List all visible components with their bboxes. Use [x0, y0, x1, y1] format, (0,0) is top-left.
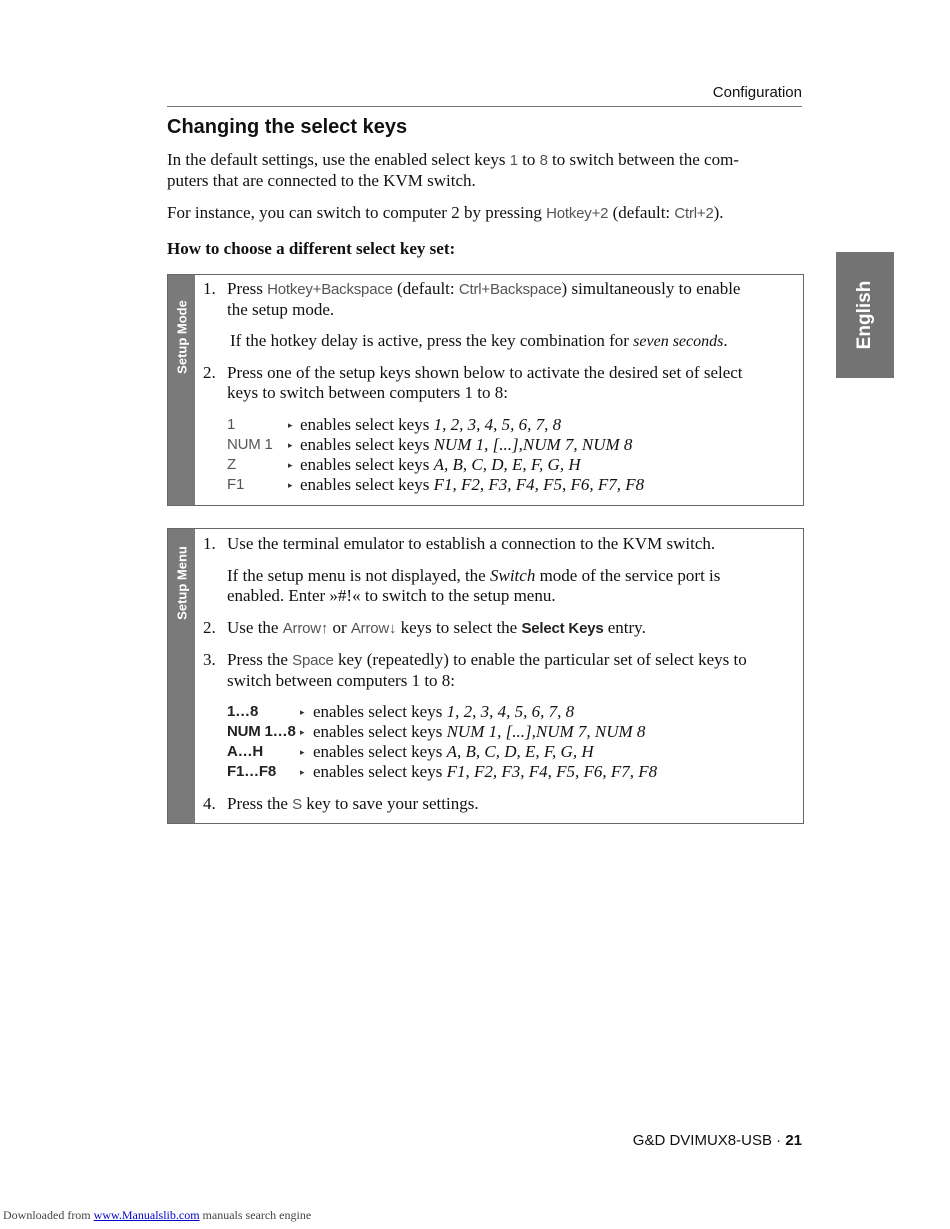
key-list: 1, 2, 3, 4, 5, 6, 7, 8 [433, 415, 562, 434]
key-list: 1, 2, 3, 4, 5, 6, 7, 8 [446, 702, 575, 721]
key-list: A, B, C, D, E, F, G, H [446, 742, 594, 761]
step-number: 4. [203, 794, 216, 813]
text: In the default settings, use the enabled select keys [167, 150, 510, 169]
intro-paragraph-1 [167, 150, 807, 191]
key-list: NUM 1, [...],NUM 7, NUM 8 [433, 435, 633, 454]
setup-mode-step-1 [203, 279, 798, 320]
triangle-bullet-icon: ▸ [288, 460, 293, 470]
setup-menu-note [227, 566, 797, 606]
intro-paragraph-2 [167, 203, 807, 224]
download-notice [3, 1208, 311, 1223]
text: Press the [227, 650, 293, 669]
text: ) simultaneously to enable [561, 279, 741, 298]
setup-menu-box [167, 528, 804, 824]
product-name: G&D DVIMUX8-USB · [632, 1132, 786, 1149]
header-divider [167, 106, 802, 107]
text: to switch between the com- [547, 150, 739, 169]
text: Use the terminal emulator to establish a connection to the KVM switch. [227, 534, 716, 553]
step-number: 2. [203, 363, 216, 382]
key-label: NUM 1…8 [227, 723, 296, 740]
setup-menu-step-3 [203, 650, 798, 691]
key-list: NUM 1, [...],NUM 7, NUM 8 [446, 722, 646, 741]
key-label: Hotkey+Backspace [267, 281, 393, 298]
setup-menu-step-2 [203, 618, 798, 639]
text: the setup mode. [227, 300, 335, 319]
text: enables select keys [313, 702, 447, 721]
key-label: F1…F8 [227, 763, 277, 780]
triangle-bullet-icon: ▸ [288, 420, 293, 430]
key-label: 8 [539, 152, 548, 169]
text: (default: [608, 203, 675, 222]
key-list: F1, F2, F3, F4, F5, F6, F7, F8 [446, 762, 658, 781]
page-number: 21 [785, 1132, 802, 1149]
setup-menu-label: Setup Menu [174, 546, 189, 620]
text: Press one of the setup keys shown below to activate the desired set of select [227, 363, 743, 382]
manualslib-link[interactable]: www.Manualslib.com [93, 1208, 200, 1222]
key-label: Space [292, 652, 334, 669]
triangle-bullet-icon: ▸ [300, 767, 305, 777]
key-label: Select Keys [521, 620, 604, 637]
text: or [328, 618, 351, 637]
key-label: NUM 1 [227, 436, 273, 453]
step-number: 1. [203, 534, 216, 553]
text: enables select keys [300, 415, 434, 434]
text: enables select keys [313, 742, 447, 761]
text: If the hotkey delay is active, press the key combination for [230, 331, 634, 350]
setup-mode-box [167, 274, 804, 506]
key-list: F1, F2, F3, F4, F5, F6, F7, F8 [433, 475, 645, 494]
key-label: 1 [227, 416, 236, 433]
text: enabled. Enter »#!« to switch to the setup menu. [227, 586, 556, 605]
triangle-bullet-icon: ▸ [288, 440, 293, 450]
triangle-bullet-icon: ▸ [288, 480, 293, 490]
step-number: 2. [203, 618, 216, 637]
text: If the setup menu is not displayed, the [227, 566, 490, 585]
text: keys to select the [396, 618, 522, 637]
setup-mode-sidebar [168, 275, 195, 505]
setup-menu-step-4 [203, 794, 798, 815]
key-label: S [292, 796, 302, 813]
page-footer [633, 1132, 802, 1149]
setup-mode-step-2 [203, 363, 798, 403]
text: Press [227, 279, 268, 298]
setup-mode-note [230, 331, 825, 352]
text: enables select keys [313, 762, 447, 781]
text: mode of the service port is [535, 566, 721, 585]
key-label: A…H [227, 743, 264, 760]
text: enables select keys [300, 455, 434, 474]
step-number: 3. [203, 650, 216, 669]
text: Use the [227, 618, 283, 637]
triangle-bullet-icon: ▸ [300, 707, 305, 717]
key-label: Ctrl+2 [674, 205, 714, 222]
text: to [517, 150, 540, 169]
language-tab-label: English [854, 280, 875, 350]
setup-menu-step-1 [203, 534, 798, 554]
text: (default: [392, 279, 459, 298]
text: Press the [227, 794, 293, 813]
running-header: Configuration [712, 84, 802, 101]
page-title: Changing the select keys [167, 116, 408, 138]
text: key (repeatedly) to enable the particular set of select keys to [333, 650, 747, 669]
text: enables select keys [300, 475, 434, 494]
text: For instance, you can switch to computer 2 by pressing [167, 203, 547, 222]
key-label: Z [227, 456, 236, 473]
step-number: 1. [203, 279, 216, 298]
key-label: F1 [227, 476, 245, 493]
text: keys to switch between computers 1 to 8: [227, 383, 508, 402]
key-label: 1 [509, 152, 518, 169]
text: switch between computers 1 to 8: [227, 671, 456, 690]
key-label: Ctrl+Backspace [458, 281, 562, 298]
key-list: A, B, C, D, E, F, G, H [433, 455, 581, 474]
text: manuals search engine [199, 1208, 312, 1222]
setup-menu-sidebar [168, 529, 195, 823]
key-label: Arrow↓ [350, 620, 397, 637]
key-label: Hotkey+2 [546, 205, 609, 222]
text: Downloaded from [3, 1208, 94, 1222]
text: key to save your settings. [301, 794, 479, 813]
emphasis: seven seconds [633, 333, 724, 350]
emphasis: Switch [489, 566, 536, 585]
text: enables select keys [300, 435, 434, 454]
triangle-bullet-icon: ▸ [300, 727, 305, 737]
key-label: 1…8 [227, 703, 259, 720]
language-tab [836, 252, 894, 378]
key-label: Arrow↑ [282, 620, 329, 637]
setup-mode-label: Setup Mode [174, 300, 189, 374]
procedure-heading: How to choose a different select key set: [167, 239, 456, 258]
text: . [723, 331, 728, 350]
text: enables select keys [313, 722, 447, 741]
text: entry. [603, 618, 646, 637]
text: ). [713, 203, 724, 222]
triangle-bullet-icon: ▸ [300, 747, 305, 757]
text: puters that are connected to the KVM switch. [167, 171, 476, 190]
